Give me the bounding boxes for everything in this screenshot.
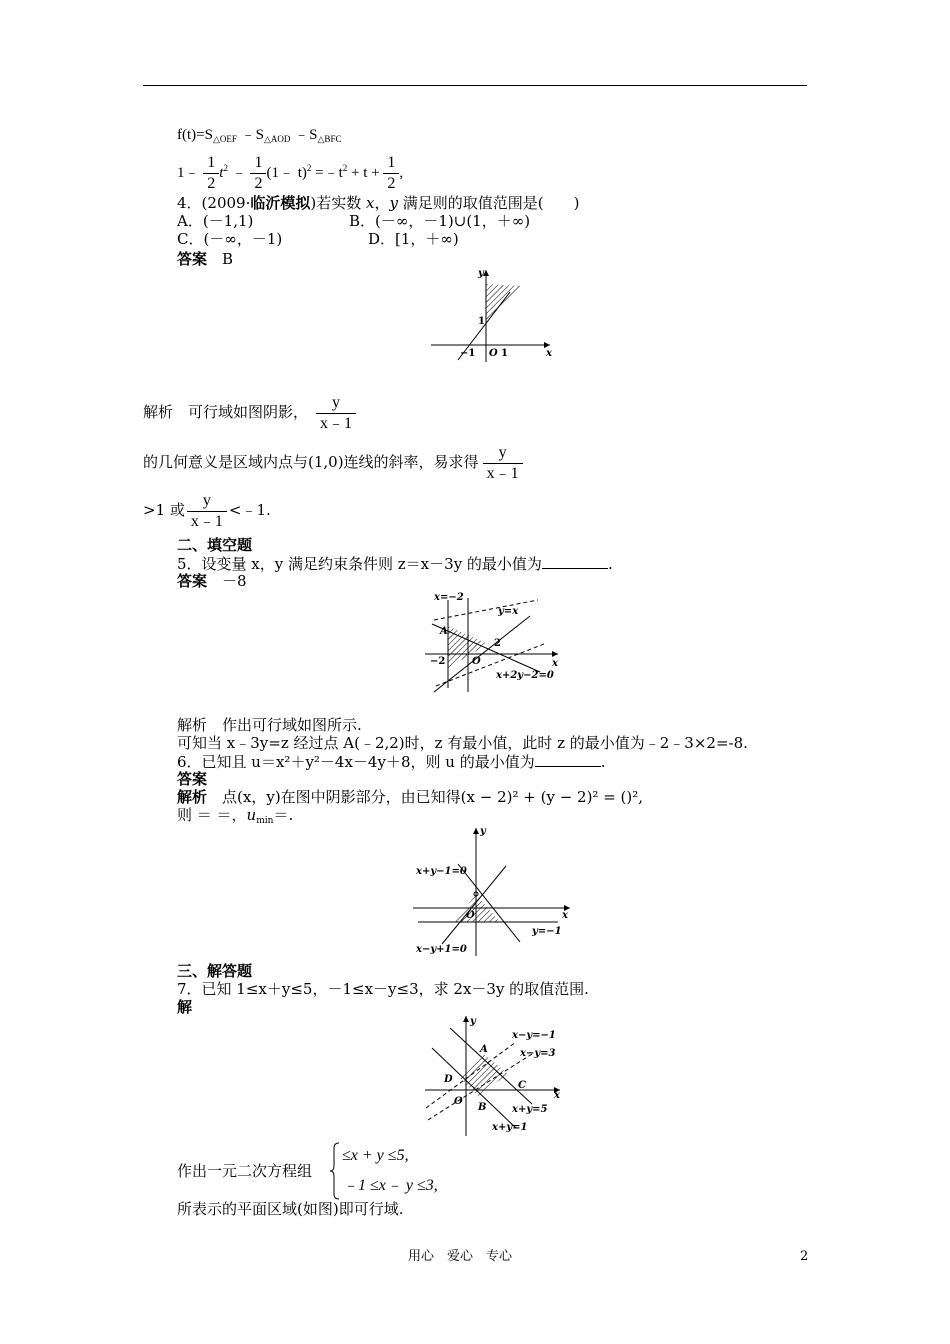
formula-ft: $f(t)=S_{\triangle OEF}$ $﹣S_{\triangle AOD}$ $﹣S_{\triangle BFC}$: [177, 127, 342, 144]
label-x-y-3: x−y=3: [520, 1048, 556, 1059]
q4-answer: 答案 B: [177, 250, 234, 268]
figure-q4: [428, 264, 558, 364]
label-line-x-y1: x−y+1=0: [416, 944, 467, 955]
q6-jiexi-line1: 解析 点(x，y)在图中阴影部分，由已知得(x − 2)² + (y − 2)² = ()²,: [177, 788, 644, 806]
jiexi2-line1: 解析 作出可行域如图所示.: [177, 716, 362, 734]
label-x-y-neg1: x−y=−1: [512, 1030, 556, 1041]
system-suffix: 所表示的平面区域(如图)即可行域.: [177, 1200, 404, 1218]
q7-answer-label: 解: [177, 998, 193, 1016]
label-y-eq-neg1: y=−1: [532, 926, 562, 937]
origin-label: O: [466, 910, 475, 921]
label-line-xy1: x+y−1=0: [416, 866, 467, 877]
header-rule: [143, 85, 807, 86]
figure-q7: [420, 1012, 570, 1138]
x-axis-label: x: [552, 658, 558, 669]
jiexi1-line1: 解析 可行域如图阴影， $\frac{y}{x﹣1}$: [143, 390, 356, 434]
q5-stem: 5．设变量 x，y 满足约束条件则 z＝x－3y 的最小值为 .: [177, 555, 613, 573]
q4-option-b: B．(－∞，－1)∪(1，＋∞): [349, 212, 531, 230]
y-axis-label: y: [470, 1016, 476, 1027]
q4-option-d: D．[1，＋∞): [368, 230, 459, 248]
tick-label-x1: 1: [501, 348, 508, 359]
jiexi2-line2: 可知当 x﹣3y=z 经过点 A(﹣2,2)时，z 有最小值，此时 z 的最小值为﹣2﹣3×2=-8.: [177, 734, 748, 752]
q4-option-c: C．(－∞，－1): [177, 230, 283, 248]
q5-answer: 答案 －8: [177, 572, 247, 590]
tick-label-y1: 1: [478, 316, 485, 327]
figure-q6: [408, 822, 578, 958]
label-y-eq-x: y=x: [498, 606, 519, 617]
q5-blank: [542, 554, 608, 569]
section-fill-blank: 二、填空题: [177, 536, 253, 554]
system-prefix: 作出一元二次方程组: [177, 1162, 313, 1180]
point-a-label: A: [440, 626, 448, 637]
frac-slope-3: $\frac{y}{x﹣1}$: [187, 491, 227, 532]
q4-option-a: A．(－1,1): [177, 212, 254, 230]
figure-q5: [420, 588, 570, 694]
formula-expansion: 1﹣ $\frac{1}{2}$ $t^2$ ﹣ $\frac{1}{2}$ (1﹣ $t)^2 =﹣t^2 + t$ + $\frac{1}{2}$ ,: [177, 154, 404, 193]
y-axis-label: y: [480, 826, 486, 837]
q4-stem: 4．(2009·临沂模拟)若实数 x，y 满足则的取值范围是( ): [177, 194, 580, 212]
frac-half-3: $\frac{1}{2}$: [383, 153, 399, 194]
y-axis-label: y: [478, 268, 484, 279]
point-c-label: C: [518, 1080, 526, 1091]
x-axis-label: x: [546, 348, 552, 359]
tick-label-neg2: −2: [430, 656, 446, 667]
x-axis-label: x: [562, 910, 568, 921]
page-number: 2: [800, 1249, 809, 1264]
frac-half-1: $\frac{1}{2}$: [203, 153, 219, 194]
q7-stem: 7．已知 1≤x＋y≤5，－1≤x－y≤3，求 2x－3y 的取值范围.: [177, 980, 589, 998]
q6-answer-label: 答案: [177, 770, 208, 788]
system-brace: [330, 1142, 340, 1200]
jiexi1-line3: >1 或 $\frac{y}{x﹣1}$ <﹣1.: [143, 491, 271, 530]
frac-slope-2: $\frac{y}{x﹣1}$: [483, 443, 523, 484]
origin-label: O: [454, 1096, 463, 1107]
section-answer-questions: 三、解答题: [177, 962, 253, 980]
label-x-plus-y-5: x+y=5: [512, 1104, 548, 1115]
tick-label-2: 2: [494, 638, 501, 649]
frac-half-2: $\frac{1}{2}$: [250, 153, 266, 194]
origin-label: O: [489, 348, 498, 359]
label-x-eq-neg2: x=−2: [434, 592, 464, 603]
point-a-label: A: [480, 1044, 488, 1055]
origin-label: O: [472, 656, 481, 667]
q6-stem: 6．已知且 u＝x²＋y²－4x－4y＋8，则 u 的最小值为 .: [177, 753, 606, 771]
label-line-x2y: x+2y−2=0: [496, 670, 554, 681]
q6-jiexi-line2: 则 ＝ ＝，$u_{min}=$.: [177, 806, 294, 826]
x-axis-label: x: [554, 1090, 560, 1101]
system-row-2: ﹣1 ≤x﹣ y ≤3,: [342, 1177, 438, 1194]
footer-slogan: 用心 爱心 专心: [408, 1249, 513, 1264]
q6-blank: [535, 752, 601, 767]
point-b-label: B: [478, 1102, 487, 1113]
label-x-plus-y-1: x+y=1: [492, 1122, 528, 1133]
system-row-1: ≤x + y ≤5,: [342, 1147, 409, 1164]
tick-label-neg1: −1: [460, 348, 476, 359]
frac-slope-1: $\frac{y}{x﹣1}$: [316, 393, 356, 434]
jiexi1-line2: 的几何意义是区域内点与(1,0)连线的斜率，易求得 $\frac{y}{x﹣1}$: [143, 440, 523, 484]
point-d-label: D: [444, 1074, 453, 1085]
